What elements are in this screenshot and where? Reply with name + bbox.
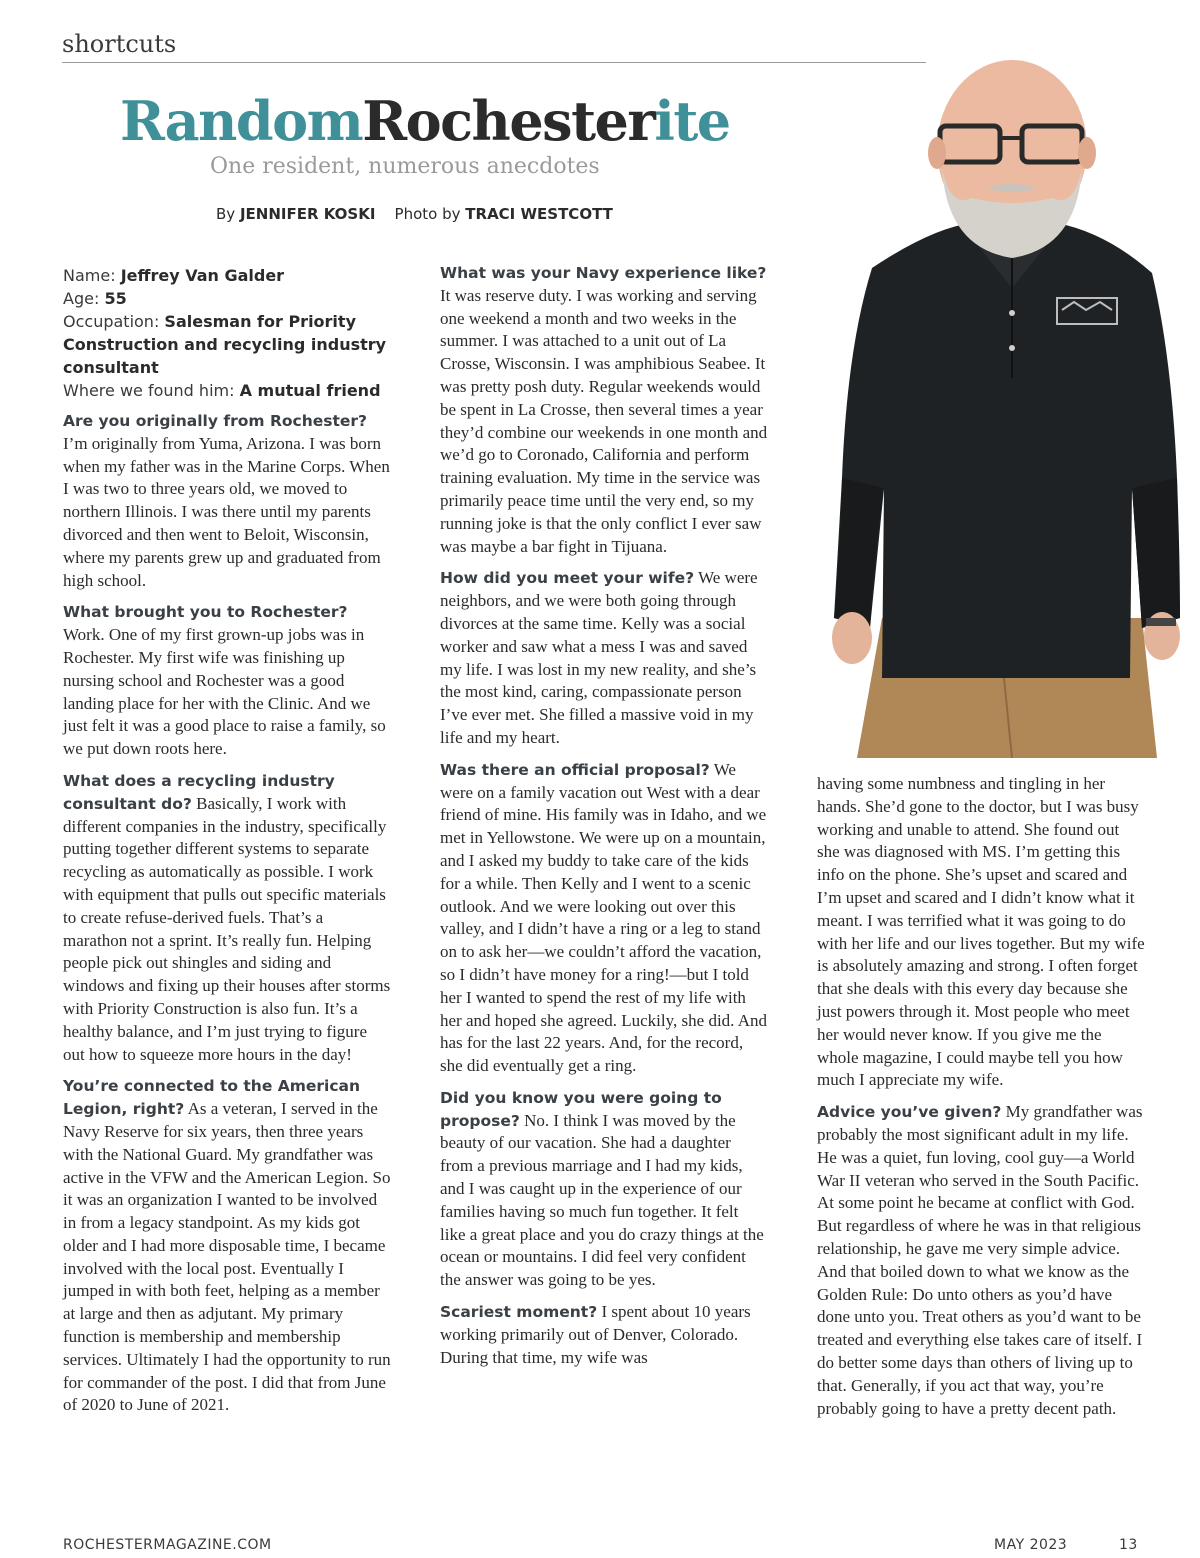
answer: I spent about 10 years working primarily out of Denver, Colorado. During that time, my wife was [440, 1302, 751, 1367]
question: Scariest moment? [440, 1303, 598, 1322]
qa-why-rochester [63, 601, 391, 761]
profile-box [63, 264, 391, 402]
column-2 [440, 262, 768, 1378]
question: Are you originally from Rochester? [63, 412, 368, 430]
qa-scariest [440, 1301, 768, 1369]
qa-recycling [63, 770, 391, 1066]
column-3 [817, 773, 1145, 1429]
answer: We were neighbors, and we were both going through divorces at the same time. Kelly was a social worker and saw what a mess I was and saved my life. I was lost in my new reality, and she’s the most kind, caring, compassionate person I’ve ever met. She filled a massive void in my life and my heart. [440, 568, 758, 747]
question: Was there an official proposal? [440, 760, 710, 779]
answer: Basically, I work with different companies in the industry, specifically putting together different systems to separate recycling as automatically as possible. I work with equipment that pulls out specific materials to create refuse-derived fuels. That’s a marathon not a sprint. It’s really fun. Helping people pick out shingles and siding and windows and fixing up their houses after storms with Priority Construction is also fun. It’s a healthy balance, and I’m just trying to figure out how to squeeze more hours in the day! [63, 793, 391, 1064]
by-label: By [216, 205, 236, 223]
qa-legion [63, 1075, 391, 1417]
occupation-value: Salesman for Priority Construction and recycling industry consultant [63, 312, 387, 377]
subtitle: One resident, numerous anecdotes [210, 154, 600, 179]
found-label: Where we found him: [63, 381, 235, 400]
question: How did you meet your wife? [440, 569, 695, 588]
profile-age-row [63, 287, 391, 310]
answer-continued: having some numbness and tingling in her hands. She’d gone to the doctor, but I was busy working and unable to attend. She found out she was diagnosed with MS. I’m getting this info on the phone. She’s upset and scared and I’m upset and scared and I didn’t know what it meant. I was terrified what it was going to do with her life and our lives together. But my wife is absolutely amazing and strong. I often forget that she deals with this every day because she just powers through it. Most people who meet her would never know. If you give me the whole magazine, I could maybe tell you how much I appreciate my wife. [817, 774, 1145, 1090]
question: You’re connected to the American Legion, right? [63, 1077, 361, 1119]
question: Did you know you were going to propose? [440, 1088, 722, 1130]
age-value: 55 [104, 289, 127, 308]
answer: No. I think I was moved by the beauty of our vacation. She had a daughter from a previous marriage and I had my kids, and I was caught up in the experience of our families having so much fun together. It felt like a great place and you do crazy things at the ocean or mountains. I did feel very confident the answer was going to be yes. [440, 1110, 764, 1290]
qa-origin [63, 410, 391, 592]
name-value: Jeffrey Van Galder [120, 266, 285, 285]
title-rochester: Rochester [362, 89, 655, 153]
found-value: A mutual friend [239, 381, 381, 400]
qa-navy [440, 262, 768, 558]
title-random: Random [120, 89, 363, 153]
qa-proposal [440, 759, 768, 1078]
question: What brought you to Rochester? [63, 603, 348, 622]
question: What was your Navy experience like? [440, 264, 767, 282]
name-label: Name: [63, 266, 116, 285]
photographer-name: TRACI WESTCOTT [465, 205, 613, 223]
question: What does a recycling industry consultant do? [63, 771, 335, 813]
answer: My grandfather was probably the most significant adult in my life. He was a quiet, fun loving, cool guy—a World War II veteran who served in the South Pacific. At some point he became at conflict with God. But regardless of where he was in that religious relationship, he gave me very simple advice. And that boiled down to what we know as the Golden Rule: Do unto others as you’d have done unto you. Treat others as you’d want to be treated and everything else takes care of itself. I do better some days than others of living up to that. Generally, if you act that way, you’re probably going to have a pretty decent path. [817, 1102, 1143, 1418]
answer: I’m originally from Yuma, Arizona. I was born when my father was in the Marine Corps. When I was two to three years old, we moved to northern Illinois. I was there until my parents divorced and then went to Beloit, Wisconsin, where my parents grew up and graduated from high school. [63, 433, 390, 590]
answer: It was reserve duty. I was working and serving one weekend a month and two weeks in the summer. I was attached to a unit out of La Crosse, Wisconsin. I was amphibious Seabee. It was pretty posh duty. Regular weekends would be spent in La Crosse, then several times a year they’d combine our weekends in one month and we’d go to Coronado, California and perform training evaluation. My time in the service was primarily peace time until the very end, so my running joke is that the only conflict I ever saw was maybe a bar fight in Tijuana. [440, 285, 768, 556]
profile-occupation-row [63, 310, 391, 379]
occupation-label: Occupation: [63, 312, 160, 331]
byline [216, 205, 613, 223]
author-name: JENNIFER KOSKI [239, 205, 376, 223]
answer: As a veteran, I served in the Navy Reserve for six years, then three years with the National Guard. My grandfather was active in the VFW and the American Legion. So it was an organization I wanted to be involved in from a legacy standpoint. As my kids got older and I had more disposable time, I became involved with the local post. Eventually I jumped in with both feet, helping as a member at large and then as adjutant. My primary function is membership and membership services. Ultimately I had the opportunity to run for commander of the post. I did that from June of 2020 to June of 2021. [63, 1099, 391, 1415]
answer: Work. One of my first grown-up jobs was in Rochester. My first wife was finishing up nursing school and Rochester was a good landing place for her with the Clinic. And we just felt it was a good place to raise a family, so we put down roots here. [63, 625, 386, 759]
footer-website: ROCHESTERMAGAZINE.COM [63, 1537, 272, 1553]
shirt [834, 223, 1180, 678]
qa-know-propose [440, 1087, 768, 1292]
qa-meet-wife [440, 567, 768, 749]
footer-issue-date: MAY 2023 [994, 1537, 1068, 1553]
profile-name-row [63, 264, 391, 287]
page-number: 13 [1119, 1537, 1138, 1553]
title-suffix: ite [654, 89, 730, 153]
qa-scariest-continued [817, 773, 1145, 1092]
page-title [120, 89, 730, 153]
photo-label: Photo by [394, 205, 461, 223]
qa-advice [817, 1101, 1145, 1420]
question: Advice you’ve given? [817, 1103, 1002, 1122]
header-rule [62, 62, 926, 63]
profile-found-row [63, 379, 391, 402]
age-label: Age: [63, 289, 100, 308]
column-1 [63, 264, 391, 1426]
portrait-photo [812, 58, 1200, 758]
answer: We were on a family vacation out West with a dear friend of mine. His family was in Idaho, and we met in Yellowstone. We were up on a mountain, and I asked my buddy to take care of the kids for a while. Then Kelly and I went to a scenic outlook. And we were looking out over this valley, and I didn’t have a ring or a leg to stand on to ask her—we couldn’t afford the vacation, so I didn’t have money for a ring!—but I told her I wanted to spend the rest of my life with her and hoped she agreed. Luckily, she did. And has for the last 22 years. And, for the record, she did eventually get a ring. [440, 759, 768, 1076]
section-tag: shortcuts [62, 30, 177, 58]
